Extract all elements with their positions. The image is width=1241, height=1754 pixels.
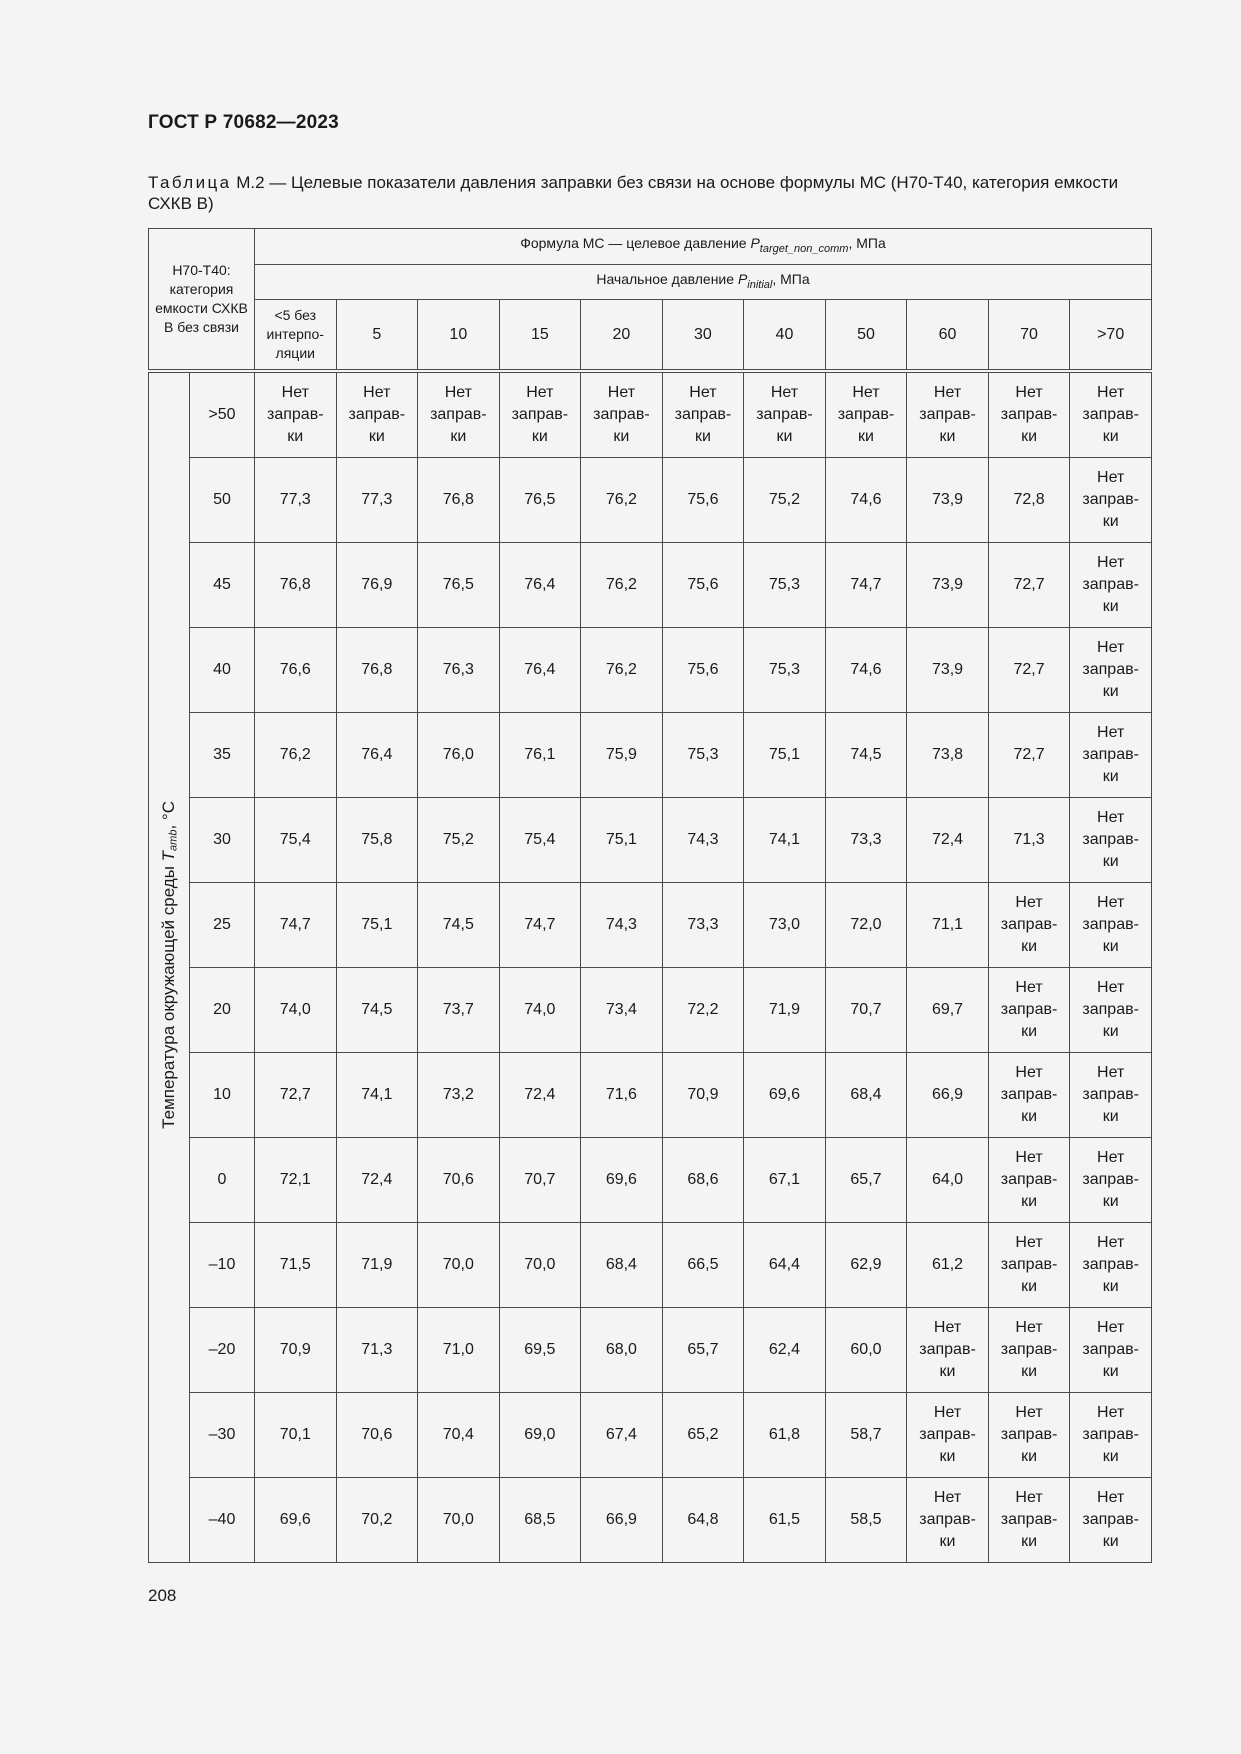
temperature-cell: 25 bbox=[190, 883, 255, 968]
temperature-cell: 50 bbox=[190, 458, 255, 543]
temperature-cell: –30 bbox=[190, 1393, 255, 1478]
pressure-cell: 72,4 bbox=[907, 798, 989, 883]
no-fill-cell: Нет заправ- ки bbox=[418, 371, 500, 458]
no-fill-cell: Нет заправ- ки bbox=[988, 1393, 1070, 1478]
pressure-cell: 58,7 bbox=[825, 1393, 907, 1478]
pressure-cell: 67,4 bbox=[581, 1393, 663, 1478]
column-header: 50 bbox=[825, 300, 907, 372]
pressure-cell: 73,7 bbox=[418, 968, 500, 1053]
no-fill-cell: Нет заправ- ки bbox=[907, 1478, 989, 1563]
pressure-cell: 65,7 bbox=[825, 1138, 907, 1223]
temperature-cell: 30 bbox=[190, 798, 255, 883]
pressure-cell: 74,5 bbox=[336, 968, 418, 1053]
pressure-cell: 70,4 bbox=[418, 1393, 500, 1478]
temp-axis-sub: amb bbox=[167, 829, 180, 852]
corner-header: Н70-Т40: категория емкости СХКВ В без связи bbox=[149, 229, 255, 372]
pressure-cell: 72,0 bbox=[825, 883, 907, 968]
pressure-cell: 75,2 bbox=[418, 798, 500, 883]
temperature-cell: –20 bbox=[190, 1308, 255, 1393]
table-row bbox=[149, 1308, 1152, 1393]
pressure-cell: 62,4 bbox=[744, 1308, 826, 1393]
pressure-cell: 72,7 bbox=[988, 628, 1070, 713]
pressure-cell: 72,8 bbox=[988, 458, 1070, 543]
temperature-cell: 35 bbox=[190, 713, 255, 798]
pressure-cell: 75,1 bbox=[336, 883, 418, 968]
pressure-cell: 72,4 bbox=[499, 1053, 581, 1138]
pressure-cell: 70,1 bbox=[255, 1393, 337, 1478]
pressure-cell: 73,4 bbox=[581, 968, 663, 1053]
no-fill-cell: Нет заправ- ки bbox=[988, 1478, 1070, 1563]
document-code: ГОСТ Р 70682—2023 bbox=[148, 112, 339, 133]
pressure-cell: 74,7 bbox=[825, 543, 907, 628]
table-row bbox=[149, 1138, 1152, 1223]
pressure-cell: 69,6 bbox=[255, 1478, 337, 1563]
table-row bbox=[149, 628, 1152, 713]
table-row bbox=[149, 883, 1152, 968]
temperature-cell: 45 bbox=[190, 543, 255, 628]
table-row bbox=[149, 798, 1152, 883]
column-header: 20 bbox=[581, 300, 663, 372]
pressure-cell: 71,9 bbox=[336, 1223, 418, 1308]
pressure-cell: 74,5 bbox=[418, 883, 500, 968]
pressure-cell: 69,7 bbox=[907, 968, 989, 1053]
pressure-cell: 74,1 bbox=[744, 798, 826, 883]
no-fill-cell: Нет заправ- ки bbox=[988, 1223, 1070, 1308]
no-fill-cell: Нет заправ- ки bbox=[499, 371, 581, 458]
pressure-cell: 71,5 bbox=[255, 1223, 337, 1308]
pressure-cell: 76,2 bbox=[581, 458, 663, 543]
table-row bbox=[149, 968, 1152, 1053]
pressure-cell: 76,1 bbox=[499, 713, 581, 798]
pressure-cell: 73,9 bbox=[907, 628, 989, 713]
temperature-cell: –40 bbox=[190, 1478, 255, 1563]
table-caption bbox=[148, 172, 1153, 214]
pressure-cell: 76,4 bbox=[499, 628, 581, 713]
initial-header-symbol: P bbox=[737, 270, 748, 287]
pressure-cell: 70,7 bbox=[825, 968, 907, 1053]
pressure-cell: 69,0 bbox=[499, 1393, 581, 1478]
pressure-cell: 70,2 bbox=[336, 1478, 418, 1563]
no-fill-cell: Нет заправ- ки bbox=[581, 371, 663, 458]
column-header: 10 bbox=[418, 300, 500, 372]
column-header: 30 bbox=[662, 300, 744, 372]
pressure-cell: 66,9 bbox=[581, 1478, 663, 1563]
temperature-cell: 10 bbox=[190, 1053, 255, 1138]
pressure-cell: 68,0 bbox=[581, 1308, 663, 1393]
pressure-cell: 75,6 bbox=[662, 458, 744, 543]
pressure-cell: 65,7 bbox=[662, 1308, 744, 1393]
pressure-cell: 72,1 bbox=[255, 1138, 337, 1223]
formula-header-symbol: P bbox=[750, 235, 760, 252]
no-fill-cell: Нет заправ- ки bbox=[1070, 1308, 1152, 1393]
pressure-cell: 72,7 bbox=[988, 713, 1070, 798]
pressure-cell: 71,3 bbox=[988, 798, 1070, 883]
table-row bbox=[149, 713, 1152, 798]
pressure-cell: 58,5 bbox=[825, 1478, 907, 1563]
pressure-cell: 68,6 bbox=[662, 1138, 744, 1223]
no-fill-cell: Нет заправ- ки bbox=[1070, 713, 1152, 798]
pressure-cell: 73,8 bbox=[907, 713, 989, 798]
pressure-cell: 73,9 bbox=[907, 458, 989, 543]
pressure-cell: 75,3 bbox=[662, 713, 744, 798]
no-fill-cell: Нет заправ- ки bbox=[988, 371, 1070, 458]
no-fill-cell: Нет заправ- ки bbox=[825, 371, 907, 458]
no-fill-cell: Нет заправ- ки bbox=[744, 371, 826, 458]
pressure-cell: 75,9 bbox=[581, 713, 663, 798]
no-fill-cell: Нет заправ- ки bbox=[1070, 798, 1152, 883]
column-header: 5 bbox=[336, 300, 418, 372]
no-fill-cell: Нет заправ- ки bbox=[988, 1053, 1070, 1138]
pressure-cell: 72,7 bbox=[988, 543, 1070, 628]
pressure-cell: 70,7 bbox=[499, 1138, 581, 1223]
column-header: <5 без интерпо-ляции bbox=[255, 300, 337, 372]
pressure-cell: 75,4 bbox=[255, 798, 337, 883]
pressure-cell: 74,7 bbox=[255, 883, 337, 968]
pressure-cell: 60,0 bbox=[825, 1308, 907, 1393]
pressure-cell: 74,6 bbox=[825, 458, 907, 543]
pressure-cell: 76,5 bbox=[499, 458, 581, 543]
pressure-cell: 74,3 bbox=[581, 883, 663, 968]
pressure-cell: 74,5 bbox=[825, 713, 907, 798]
pressure-cell: 66,9 bbox=[907, 1053, 989, 1138]
pressure-cell: 70,0 bbox=[418, 1223, 500, 1308]
pressure-cell: 64,4 bbox=[744, 1223, 826, 1308]
temperature-axis-text bbox=[159, 801, 179, 1129]
no-fill-cell: Нет заправ- ки bbox=[1070, 628, 1152, 713]
pressure-cell: 70,9 bbox=[662, 1053, 744, 1138]
pressure-cell: 76,0 bbox=[418, 713, 500, 798]
temperature-cell: 20 bbox=[190, 968, 255, 1053]
no-fill-cell: Нет заправ- ки bbox=[907, 1308, 989, 1393]
column-header: 15 bbox=[499, 300, 581, 372]
temperature-cell: –10 bbox=[190, 1223, 255, 1308]
pressure-cell: 75,1 bbox=[581, 798, 663, 883]
temp-axis-text: Температура окружающей среды bbox=[158, 861, 178, 1129]
page-number: 208 bbox=[148, 1586, 177, 1605]
pressure-cell: 75,3 bbox=[744, 543, 826, 628]
temperature-axis-label bbox=[149, 371, 190, 1563]
pressure-cell: 61,2 bbox=[907, 1223, 989, 1308]
pressure-cell: 70,6 bbox=[418, 1138, 500, 1223]
pressure-cell: 75,1 bbox=[744, 713, 826, 798]
pressure-cell: 61,8 bbox=[744, 1393, 826, 1478]
pressure-cell: 70,9 bbox=[255, 1308, 337, 1393]
pressure-cell: 69,6 bbox=[581, 1138, 663, 1223]
pressure-cell: 72,4 bbox=[336, 1138, 418, 1223]
pressure-cell: 75,6 bbox=[662, 628, 744, 713]
no-fill-cell: Нет заправ- ки bbox=[1070, 1138, 1152, 1223]
pressure-cell: 76,4 bbox=[336, 713, 418, 798]
pressure-cell: 74,1 bbox=[336, 1053, 418, 1138]
pressure-cell: 68,4 bbox=[825, 1053, 907, 1138]
pressure-cell: 64,8 bbox=[662, 1478, 744, 1563]
formula-header-unit: , МПа bbox=[848, 235, 886, 252]
initial-header-text: Начальное давление bbox=[596, 270, 738, 287]
pressure-cell: 76,9 bbox=[336, 543, 418, 628]
pressure-cell: 70,0 bbox=[499, 1223, 581, 1308]
pressure-cell: 68,5 bbox=[499, 1478, 581, 1563]
column-header: 70 bbox=[988, 300, 1070, 372]
no-fill-cell: Нет заправ- ки bbox=[1070, 1478, 1152, 1563]
temp-axis-unit: , °С bbox=[158, 801, 178, 830]
pressure-cell: 74,7 bbox=[499, 883, 581, 968]
pressure-cell: 75,2 bbox=[744, 458, 826, 543]
pressure-cell: 76,3 bbox=[418, 628, 500, 713]
column-header: 40 bbox=[744, 300, 826, 372]
formula-header-text: Формула МС — целевое давление bbox=[520, 235, 751, 252]
table-row bbox=[149, 1393, 1152, 1478]
pressure-cell: 71,1 bbox=[907, 883, 989, 968]
no-fill-cell: Нет заправ- ки bbox=[255, 371, 337, 458]
pressure-cell: 75,8 bbox=[336, 798, 418, 883]
pressure-cell: 72,2 bbox=[662, 968, 744, 1053]
pressure-cell: 75,3 bbox=[744, 628, 826, 713]
column-header: >70 bbox=[1070, 300, 1152, 372]
pressure-cell: 66,5 bbox=[662, 1223, 744, 1308]
pressure-cell: 67,1 bbox=[744, 1138, 826, 1223]
pressure-cell: 71,9 bbox=[744, 968, 826, 1053]
pressure-cell: 76,2 bbox=[255, 713, 337, 798]
pressure-cell: 71,3 bbox=[336, 1308, 418, 1393]
table-row bbox=[149, 1478, 1152, 1563]
pressure-cell: 70,6 bbox=[336, 1393, 418, 1478]
temp-axis-symbol: T bbox=[158, 851, 178, 862]
pressure-cell: 73,2 bbox=[418, 1053, 500, 1138]
pressure-cell: 77,3 bbox=[255, 458, 337, 543]
table-row bbox=[149, 371, 1152, 458]
pressure-cell: 69,5 bbox=[499, 1308, 581, 1393]
pressure-cell: 73,9 bbox=[907, 543, 989, 628]
pressure-cell: 74,3 bbox=[662, 798, 744, 883]
no-fill-cell: Нет заправ- ки bbox=[336, 371, 418, 458]
no-fill-cell: Нет заправ- ки bbox=[1070, 1053, 1152, 1138]
no-fill-cell: Нет заправ- ки bbox=[1070, 1393, 1152, 1478]
no-fill-cell: Нет заправ- ки bbox=[907, 1393, 989, 1478]
pressure-cell: 76,8 bbox=[418, 458, 500, 543]
pressure-cell: 71,6 bbox=[581, 1053, 663, 1138]
no-fill-cell: Нет заправ- ки bbox=[988, 1308, 1070, 1393]
pressure-cell: 76,8 bbox=[255, 543, 337, 628]
pressure-cell: 75,4 bbox=[499, 798, 581, 883]
pressure-cell: 76,8 bbox=[336, 628, 418, 713]
pressure-cell: 72,7 bbox=[255, 1053, 337, 1138]
pressure-cell: 69,6 bbox=[744, 1053, 826, 1138]
pressure-cell: 76,4 bbox=[499, 543, 581, 628]
table-row bbox=[149, 1223, 1152, 1308]
caption-prefix: Таблица bbox=[148, 173, 232, 192]
table-row bbox=[149, 543, 1152, 628]
pressure-cell: 64,0 bbox=[907, 1138, 989, 1223]
formula-header bbox=[255, 229, 1152, 265]
no-fill-cell: Нет заправ- ки bbox=[988, 1138, 1070, 1223]
pressure-cell: 74,0 bbox=[499, 968, 581, 1053]
pressure-cell: 76,2 bbox=[581, 628, 663, 713]
pressure-cell: 74,0 bbox=[255, 968, 337, 1053]
no-fill-cell: Нет заправ- ки bbox=[1070, 968, 1152, 1053]
no-fill-cell: Нет заправ- ки bbox=[1070, 1223, 1152, 1308]
temperature-cell: 40 bbox=[190, 628, 255, 713]
temperature-cell: >50 bbox=[190, 371, 255, 458]
pressure-cell: 77,3 bbox=[336, 458, 418, 543]
table-row bbox=[149, 458, 1152, 543]
pressure-cell: 76,5 bbox=[418, 543, 500, 628]
formula-header-sub: target_non_comm bbox=[759, 242, 849, 255]
no-fill-cell: Нет заправ- ки bbox=[1070, 371, 1152, 458]
pressure-cell: 73,3 bbox=[662, 883, 744, 968]
initial-header-unit: , МПа bbox=[772, 270, 810, 287]
pressure-cell: 73,3 bbox=[825, 798, 907, 883]
pressure-cell: 75,6 bbox=[662, 543, 744, 628]
pressure-cell: 73,0 bbox=[744, 883, 826, 968]
temperature-cell: 0 bbox=[190, 1138, 255, 1223]
pressure-cell: 76,6 bbox=[255, 628, 337, 713]
no-fill-cell: Нет заправ- ки bbox=[662, 371, 744, 458]
initial-pressure-header bbox=[255, 265, 1152, 300]
pressure-cell: 70,0 bbox=[418, 1478, 500, 1563]
pressure-cell: 62,9 bbox=[825, 1223, 907, 1308]
initial-header-sub: initial bbox=[747, 278, 773, 291]
no-fill-cell: Нет заправ- ки bbox=[1070, 543, 1152, 628]
caption-text: М.2 — Целевые показатели давления заправки без связи на основе формулы МС (Н70-Т40, категория емкости СХКВ В) bbox=[148, 173, 1119, 213]
table-row bbox=[149, 1053, 1152, 1138]
pressure-cell: 68,4 bbox=[581, 1223, 663, 1308]
pressure-cell: 65,2 bbox=[662, 1393, 744, 1478]
no-fill-cell: Нет заправ- ки bbox=[1070, 883, 1152, 968]
no-fill-cell: Нет заправ- ки bbox=[988, 883, 1070, 968]
pressure-cell: 74,6 bbox=[825, 628, 907, 713]
pressure-cell: 71,0 bbox=[418, 1308, 500, 1393]
pressure-cell: 76,2 bbox=[581, 543, 663, 628]
no-fill-cell: Нет заправ- ки bbox=[988, 968, 1070, 1053]
column-header: 60 bbox=[907, 300, 989, 372]
no-fill-cell: Нет заправ- ки bbox=[907, 371, 989, 458]
pressure-table bbox=[148, 228, 1152, 1563]
pressure-cell: 61,5 bbox=[744, 1478, 826, 1563]
no-fill-cell: Нет заправ- ки bbox=[1070, 458, 1152, 543]
